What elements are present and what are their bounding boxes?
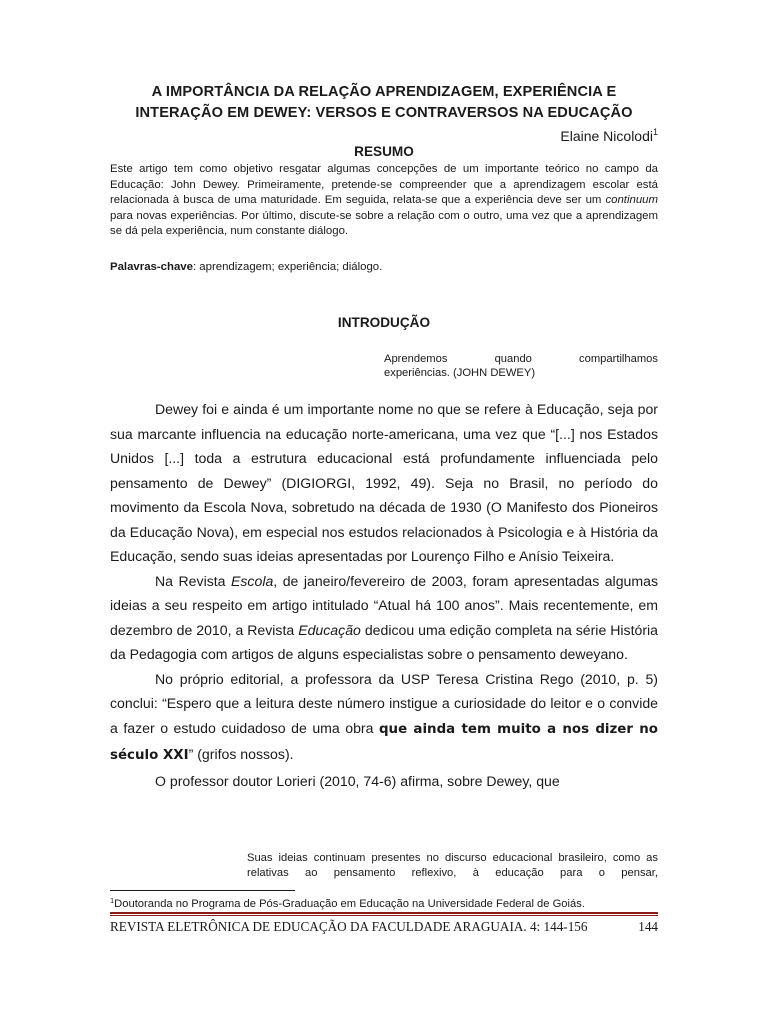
- keywords-label: Palavras-chave: [110, 261, 193, 273]
- epigraph: [384, 352, 658, 380]
- italic-title: Escola: [230, 572, 274, 589]
- paragraph-text: , de janeiro/fevereiro de 2003, foram apresentadas algumas ideias a seu respeito em artigo intitulado “Atual há 100 anos”. Mais recentemente, em dezembro de 2010, a Revista: [110, 572, 658, 638]
- paragraph-text: No próprio editorial, a professora da USP Teresa Cristina Rego (2010, p. 5) conclui: “Espero que a leitura deste número instigue a curiosidade do leitor e o convide a fazer o estudo cuidadoso de uma obra: [110, 670, 658, 736]
- footer-rule-thin: [110, 915, 658, 916]
- abstract-text-part: Este artigo tem como objetivo resgatar algumas concepções de um importante teórico no campo da Educação: John Dewey. Primeiramente, pretende-se compreender que a aprendizagem escolar está relacionada à busca de uma maturidade. Em seguida, relata-se que a experiência deve ser um: [110, 163, 658, 206]
- abstract-text-part: para novas experiências. Por último, discute-se sobre a relação com o outro, uma vez que a aprendizagem se dá pela experiência, num constante diálogo.: [110, 209, 658, 237]
- abstract-heading: RESUMO: [354, 144, 414, 159]
- keywords-list: : aprendizagem; experiência; diálogo.: [192, 261, 383, 273]
- introduction-heading: INTRODUÇÃO: [337, 315, 431, 330]
- footnote-mark: 1: [110, 896, 115, 905]
- author-name: Elaine Nicolodi: [560, 128, 653, 144]
- article-title: [110, 82, 658, 124]
- paragraph-2: [110, 569, 658, 667]
- paragraph-text: ” (grifos nossos).: [188, 746, 294, 762]
- footer-rule-thick: [110, 912, 658, 914]
- abstract-text: [110, 162, 658, 240]
- author-footnote-mark: 1: [652, 127, 658, 137]
- footnote-text: Doutoranda no Programa de Pós-Graduação em Educação na Universidade Federal de Goiás.: [114, 898, 585, 910]
- abstract-italic-term: continuum: [605, 194, 658, 206]
- running-footer: [110, 918, 658, 936]
- bold-emphasis: que ainda tem muito a nos dizer no século XXI: [110, 721, 658, 763]
- journal-citation: REVISTA ELETRÔNICA DE EDUCAÇÃO DA FACULDADE ARAGUAIA. 4: 144-156: [110, 919, 588, 934]
- epigraph-line: Aprendemos quando compartilhamos: [384, 353, 658, 365]
- italic-title: Educação: [298, 621, 361, 638]
- title-line-2: INTERAÇÃO EM DEWEY: VERSOS E CONTRAVERSOS NA EDUCAÇÃO: [135, 105, 633, 121]
- footnote: [110, 893, 658, 912]
- body-text: [110, 397, 658, 793]
- epigraph-line: experiências. (JOHN DEWEY): [384, 367, 536, 379]
- footnote-separator: [110, 890, 295, 891]
- keywords-line: [110, 260, 658, 275]
- paragraph-text: dedicou uma edição completa na série História da Pedagogia com artigos de alguns especialistas sobre o pensamento deweyano.: [110, 621, 658, 662]
- block-quote: Suas ideias continuam presentes no discurso educacional brasileiro, como as relativas ao pensamento reflexivo, à educação para o pensar,: [247, 852, 658, 879]
- paragraph-1: Dewey foi e ainda é um importante nome no que se refere à Educação, seja por sua marcante influencia na educação norte-americana, uma vez que “[...] nos Estados Unidos [...] toda a estrutura educacional está profundamente influenciada pelo pensamento de Dewey” (DIGIORGI, 1992, 49). Seja no Brasil, no período do movimento da Escola Nova, sobretudo na década de 1930 (O Manifesto dos Pioneiros da Educação Nova), em especial nos estudos relacionados à Psicologia e à História da Educação, sendo suas ideias apresentadas por Lourenço Filho e Anísio Teixeira.: [110, 401, 658, 564]
- paragraph-text: Na Revista: [155, 572, 231, 589]
- paragraph-3: [110, 667, 658, 769]
- page-number: 144: [638, 919, 658, 934]
- title-line-1: A IMPORTÂNCIA DA RELAÇÃO APRENDIZAGEM, EXPERIÊNCIA E: [151, 84, 617, 100]
- paragraph-4: O professor doutor Lorieri (2010, 74-6) afirma, sobre Dewey, que: [155, 772, 560, 789]
